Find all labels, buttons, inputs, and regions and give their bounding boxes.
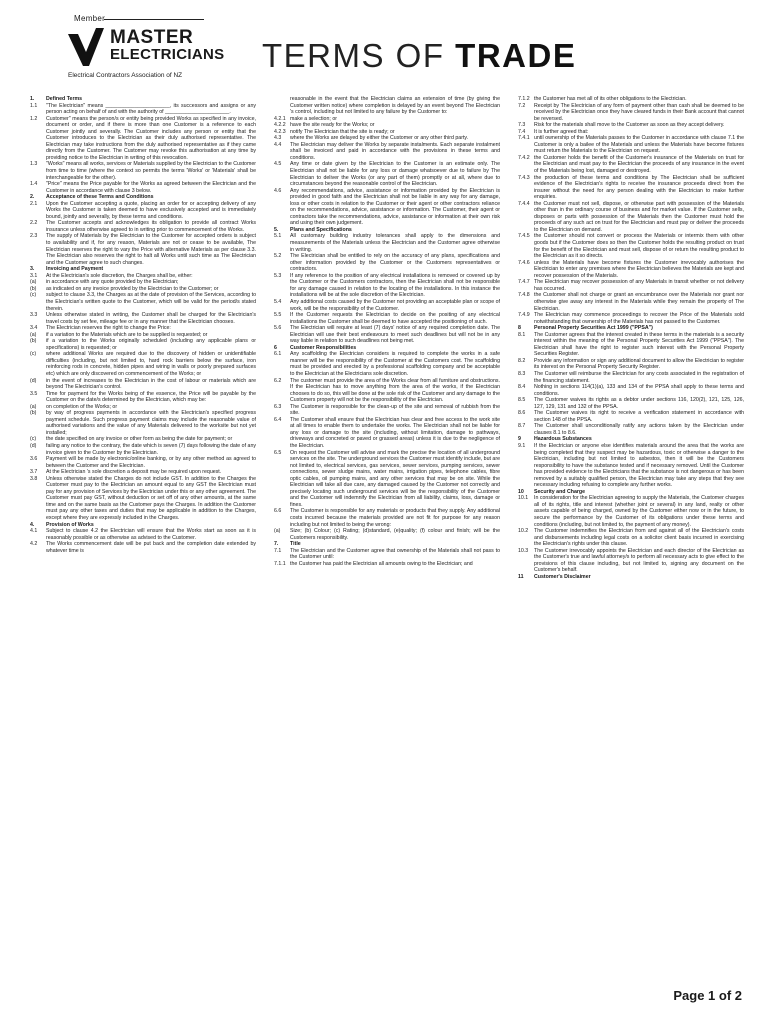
clause-number: (c) [30, 351, 37, 358]
clause [518, 279, 744, 292]
clause-text: have the site ready for the Works; or [290, 122, 375, 129]
clause [274, 233, 500, 253]
clause-number: 1.2 [30, 115, 38, 122]
clause [518, 548, 744, 574]
clause-text: the Customer must not sell, dispose, or otherwise part with possession of the Materials other than in the ordinary course of business and for market value. If the Customer sells, disposes or parts with possession of the Materials then the Customer must hold the proceeds of any such act on trust for the Electrician and must pay or deliver the proceeds to the Electrician on demand. [534, 200, 744, 233]
clause [274, 299, 500, 312]
clause-number: 6.3 [274, 403, 282, 410]
clause-number: 3. [30, 266, 35, 273]
clause-text: Any scaffolding the Electrician considers is required to complete the works in a safe manner will be the responsibility of the Customer at the Customers cost. The scaffolding must be provided and erected by a professional scaffolding company and be acceptable to the Electrician at the Electricians sole discretion. [290, 351, 500, 377]
clause [274, 417, 500, 450]
page-number: Page 1 of 2 [673, 988, 742, 1003]
clause-number: (d) [30, 442, 37, 449]
clause [30, 201, 256, 221]
clause-text: Hazardous Substances [534, 436, 592, 443]
clause-number: 8.5 [518, 397, 526, 404]
clause-text: Size; (b) Colour; (c) Rating; (d)standard, (e)quality; (f) colour and finish; will be the Customers responsibility. [290, 528, 500, 541]
clause-text: Customer Responsibilities [290, 344, 357, 351]
clause-text: where additional Works are required due to the discovery of hidden or unidentifiable difficulties (including, but not limited to, hard rock barriers below the surface, iron reinforcing rods in concrete, hidden pipes and wiring in walls or poorly prepared surfaces etc) which are only discovered on commencement of the Works; or [46, 351, 256, 377]
clause-number: 1. [30, 96, 35, 102]
clause-number: 3.6 [30, 456, 38, 463]
clause-number: 5.3 [274, 272, 282, 279]
clause [518, 528, 744, 548]
clause-number: 11 [518, 573, 524, 580]
clause-number: 4.5 [274, 161, 282, 168]
clause-text: as indicated on any invoice provided by the Electrician to the Customer; or [46, 285, 219, 292]
clause-number: 7.4.6 [518, 259, 530, 266]
clause [274, 253, 500, 273]
clause [274, 325, 500, 345]
clause-text: Personal Property Securities Act 1999 ("PPSA") [534, 325, 653, 332]
clause [274, 561, 500, 568]
clause [30, 233, 256, 266]
clause [30, 378, 256, 391]
clause-text: The Electrician reserves the right to change the Price: [46, 325, 171, 332]
clause-number: (c) [30, 292, 37, 299]
clause-text: on completion of the Works; or [46, 403, 118, 410]
clause [274, 273, 500, 299]
clause-number: 10 [518, 488, 524, 495]
clause-text: by way of progress payments in accordance with the Electrician's specified progress payment schedule. Such progress payment claims may include the reasonable value of authorised variations and the value of any Materials delivered to the worksite but not yet installed; [46, 410, 256, 436]
page-title-bold: TRADE [455, 37, 577, 74]
clause-number: 5. [274, 226, 279, 233]
clause-number: 3.3 [30, 312, 38, 319]
clause-text: the Customer has met all of its other obligations to the Electrician. [534, 96, 687, 102]
clause-text: At the Electrician's sole discretion, the Charges shall be, either: [46, 272, 193, 279]
clause-text: Payment will be made by electronic/online banking, or by any other method as agreed to between the Customer and the Electrician. [46, 456, 256, 469]
clause-number: 8.4 [518, 384, 526, 391]
clause-text: Any recommendations, advice, assistance or information provided by the Electrician is provided in good faith and the Electrician shall not be liable in any way for any damage, loss or other costs in relation to the Customer or their agent or other contractors reliance on the recommendations, advice, assistance or information. The Customer, their agent or contractors take the recommendations, advice, assistance or information at their own risk and using their own judgement. [290, 187, 500, 227]
clause-text: subject to clause 3.3, the Charges as at the date of provision of the Services, according to the Electrician's written quote to the Customer, which will be valid for the period/s stated therein. [46, 292, 256, 312]
clause-number: 3.5 [30, 390, 38, 397]
clause-text: The Electrician may recover possession of any Materials in transit whether or not delivery has occurred. [534, 279, 744, 292]
clause [274, 188, 500, 227]
clause-number: 7.4.9 [518, 312, 530, 319]
clause-number: 2.3 [30, 233, 38, 240]
clause-text: Risk for the materials shall move to the Customer as soon as they accept delivery. [534, 122, 725, 129]
clause-number: 7.4.7 [518, 279, 530, 286]
clause-number: 3.1 [30, 272, 38, 279]
clause [518, 384, 744, 397]
clause-text: The Customer shall unconditionally ratify any actions taken by the Electrician under clauses 8.1 to 8.6. [534, 423, 744, 436]
clause [30, 220, 256, 233]
clause-number: 6.4 [274, 416, 282, 423]
clause-text: The Electrician and the Customer agree that ownership of the Materials shall not pass to the Customer until: [290, 547, 500, 561]
clause-text: The Customer accepts and acknowledges its obligation to provide all contract Works insurance unless otherwise agreed to in writing prior to commencement of the Works. [46, 220, 256, 233]
clause [274, 351, 500, 377]
clause-number: 1.1 [30, 102, 38, 109]
clause-number: 3.8 [30, 475, 38, 482]
clause-text: In consideration for the Electrician agreeing to supply the Materials, the Customer charges all of its rights, title and interest (whether joint or several) in any land, realty or other assets capable of being charged, owned by the Customer either now or in the future, to secure the performance by the Customer of its obligations under these terms and conditions (including, but not limited to, the payment of any money). [534, 495, 744, 528]
clause-text: if a variation to the Works originally scheduled (including any applicable plans or specifications) is requested; or [46, 338, 256, 351]
clause-text: unless the Materials have become fixtures the Customer irrevocably authorises the Electrician to enter any premises where the Electrician believes the Materials are kept and recover possession of the Materials. [534, 259, 744, 279]
clause [30, 443, 256, 456]
clause [30, 410, 256, 436]
clause-number: 6.1 [274, 351, 282, 358]
clause-number: 5.1 [274, 233, 282, 240]
clause-text: The Customer is responsible for the clean-up of the site and removal of rubbish from the site. [290, 403, 500, 417]
clause-text: if a variation to the Materials which are to be supplied is requested; or [46, 331, 208, 338]
clause [30, 116, 256, 162]
clause-text: If the Customer requests the Electrician to decide on the positing of any electrical installations the Customer shall be deemed to have accepted the positioning of such. [290, 312, 500, 325]
logo [66, 14, 225, 86]
clause-number: 4.3 [274, 135, 282, 142]
clause-number [274, 96, 290, 116]
clause-number: (a) [274, 528, 281, 535]
clause-number: 7.4.4 [518, 200, 530, 207]
clause-number: (a) [30, 403, 37, 410]
clause-text: Nothing in sections 114(1)(a), 133 and 134 of the PPSA shall apply to these terms and conditions. [534, 384, 744, 397]
clause-number: 4. [30, 521, 35, 528]
page-title [262, 38, 576, 74]
clause-text: If any reference to the position of any electrical installations is removed or covered up by the Customer or the Customers contractors, then the Electrician shall not be responsible for any damage caused in relation to the locating of the installations. In this instance the installations will be at the sole discretion of the Electrician. [290, 272, 500, 299]
clause-text: The Customer is responsible for any materials or products that they supply. Any additional costs incurred because the materials provided are not fit for purpose for any reason including but not limited to being the wrong: [290, 508, 500, 528]
clause [518, 371, 744, 384]
clause-number: 7.3 [518, 122, 526, 129]
clause-text: "Works" means all works, services or Materials supplied by the Electrician to the Customer from time to time (where the context so permits the terms 'Works' or 'Materials' shall be interchangeable for the other). [46, 161, 256, 181]
clause-number: 10.1 [518, 495, 529, 502]
clause-number: 3.4 [30, 325, 38, 332]
logo-brand-master: MASTER [110, 27, 194, 48]
clause [274, 450, 500, 509]
clause [30, 351, 256, 377]
clause-text: Invoicing and Payment [46, 266, 104, 273]
clause-text: All customary building industry tolerances shall apply to the dimensions and measurements of the Materials unless the Electrician and the Customer agree otherwise in writing. [290, 233, 500, 253]
clause-number: 9 [518, 436, 521, 443]
clause [274, 404, 500, 417]
clause-text: The Customer waives its right to receive a verification statement in accordance with section 148 of the PPSA. [534, 410, 744, 423]
clause-text: Acceptance of these Terms and Conditions [46, 194, 154, 201]
clause [274, 312, 500, 325]
clause-text: the Customer shall not charge or grant an encumbrance over the Materials nor grant nor otherwise give away any interest in the Materials while they remain the property of The Electrician. [534, 292, 744, 312]
clause-text: Customer's Disclaimer [534, 573, 591, 580]
clause-number: (b) [30, 410, 37, 417]
clause [274, 548, 500, 561]
clause-text: The Customer will reimburse the Electrician for any costs associated in the registration of the financing statement. [534, 370, 744, 384]
clause-text: make a selection; or [290, 115, 337, 122]
logo-check-icon [68, 28, 104, 68]
clause-number: 7.4 [518, 128, 526, 135]
clause-text: where the Works are delayed by either the Customer or any other third party. [290, 135, 469, 142]
clause-text: failing any notice to the contrary, the date which is seven (7) days following the date of any invoice given to the Customer by the Electrician. [46, 442, 256, 456]
clause-number: 8.3 [518, 370, 526, 377]
clause [30, 541, 256, 554]
terms-column-1 [30, 96, 256, 976]
clause-text: The Works commencement date will be put back and the completion date extended by whatever time is [46, 541, 256, 554]
clause [30, 456, 256, 469]
clause-number: (b) [30, 338, 37, 345]
clause-text: Defined Terms [46, 96, 83, 102]
clause [518, 397, 744, 410]
clause-number: 6 [274, 344, 277, 351]
clause-text: The Customer irrevocably appoints the Electrician and each director of the Electrician as the Customer's true and lawful attorney/s to perform all necessary acts to give effect to the provisions of this clause including, but not limited to, signing any document on the Customer's behalf. [534, 547, 744, 574]
clause-text: Time for payment for the Works being of the essence, the Price will be payable by the Customer on the date/s determined by the Electrician, which may be: [46, 390, 256, 404]
clause-text: Unless otherwise stated in writing, the Customer shall be charged for the Electrician's travel costs by set fee, mileage fee or in any manner that the Electrician chooses. [46, 312, 256, 325]
clause-text: The Customer shall ensure that the Electrician has clear and free access to the work site at all times to enable them to undertake the works. The Electrician shall not be liable for any loss or damage to the site (including, without limitation, damage to pathways, driveways and concreted or paved or grassed areas) unless it is due to the negligence of the Electrician. [290, 416, 500, 449]
clause [30, 103, 256, 116]
clause-text: notify The Electrician that the site is ready; or [290, 128, 395, 135]
clause-number: 1.3 [30, 161, 38, 168]
clause-text: the Customer holds the benefit of the Customer's insurance of the Materials on trust for the Electrician and must pay to the Electrician the proceeds of any insurance in the event of the Materials being lost, damaged or destroyed. [534, 154, 744, 175]
clause-text: in accordance with any quote provided by the Electrician; [46, 279, 179, 286]
clause-number: (a) [30, 331, 37, 338]
clause-text: Security and Charge [534, 488, 586, 495]
clause [30, 391, 256, 404]
clause-text: Title [290, 541, 301, 548]
clause-text: The Customer waives its rights as a debtor under sections 116, 120(2), 121, 125, 126, 127, 129, 131 and 132 of the PPSA. [534, 397, 744, 410]
clause [518, 312, 744, 325]
clause [274, 142, 500, 162]
clause [518, 260, 744, 280]
clause-number: 7.4.5 [518, 233, 530, 240]
clause [274, 161, 500, 187]
clause [518, 358, 744, 371]
clause-number: 5.2 [274, 253, 282, 260]
clause-number: 7.1.2 [518, 96, 530, 102]
clause-text: Upon the Customer accepting a quote, placing an order for or accepting delivery of any Works the Customer is taken deemed to have exclusively accepted and is immediately bound, jointly and severally, by these terms and conditions. [46, 200, 256, 220]
clause-text: the Customer should not convert or process the Materials or intermix them with other goods but if the Customer does so then the Customer holds the resulting product on trust for the benefit of the Electrician and must sell, dispose of or return the resulting product to the Electrician as it so directs. [534, 233, 744, 260]
clause-number: 1.4 [30, 181, 38, 188]
clause-number: 8.2 [518, 357, 526, 364]
clause-number: 5.5 [274, 312, 282, 319]
clause-text: the date specified on any invoice or other form as being the date for payment; or [46, 436, 233, 443]
clause [518, 410, 744, 423]
clause [274, 528, 500, 541]
clause [30, 528, 256, 541]
clause [518, 233, 744, 259]
clause-text: The Customer agrees that the interest created in these terms in the materials is a security interest within the meaning of the Personal Property Securities Act 1999 ("PPSA"). The Electrician shall have the right to register such interest with the Personal Property Securities Register. [534, 331, 744, 358]
clause-text: Unless otherwise stated the Charges do not include GST. In addition to the Charges the Customer must pay to the Electrician an amount equal to any GST the Electrician must pay for any provision of Services by the Electrician under this or any other agreement. The Customer must pay GST, without deduction or set off of any other amounts, at the same time and on the same basis as the Customer pays the Charges. In addition the Customer must pay any other taxes and duties that may be applicable in addition to the Charges, except where they are expressly included in the Charges. [46, 475, 256, 521]
clause-number: 7.1.1 [274, 560, 286, 567]
clause-number: 4.2 [30, 541, 38, 548]
clause-number: 6.5 [274, 449, 282, 456]
clause-text: the production of these terms and conditions by The Electrician shall be sufficient evidence of the Electrician's rights to receive the insurance proceeds direct from the insurer without the need for any person dealing with the Electrician to make further enquiries. [534, 174, 744, 201]
clause-text: "Price" means the Price payable for the Works as agreed between the Electrician and the Customer in accordance with clause 3 below. [46, 181, 256, 194]
clause-number: 6.2 [274, 377, 282, 384]
clause [30, 181, 256, 194]
clause [30, 161, 256, 181]
clause-number: 4.2.3 [274, 128, 286, 135]
clause-text: Customer" means the person/s or entity being provided Works as specified in any invoice, document or order, and if there is more than one Customer is a reference to each Customer jointly and severally. The Customer includes any person or entity that the Customer introduces to the Electrician as their duly authorised representative. The Electrician may take instructions from the duly authorised representative as if they came directly from the Customer. The Customer may revoke this authorisation at any time by providing notice to the Electrician in writing of this revocation. [46, 115, 256, 161]
clause-number: (a) [30, 279, 37, 286]
member-divider [104, 19, 204, 20]
clause-text: It is further agreed that: [534, 128, 589, 135]
clause [274, 378, 500, 404]
clause-number: 8.7 [518, 423, 526, 430]
clause-text: The Customer indemnifies the Electrician from and against all of the Electrician's costs and disbursements including legal costs on a solicitor client basis incurred in exercising the Electrician's rights under this clause. [534, 528, 744, 548]
clause-number: 7.4.1 [518, 135, 530, 142]
clause-text: Any additional costs caused by the Customer not providing an acceptable plan or scope of work, will be the responsibility of the Customer. [290, 298, 500, 312]
clause-number: 5.4 [274, 298, 282, 305]
clause [30, 292, 256, 312]
clause [518, 292, 744, 312]
clause [518, 495, 744, 528]
clause-text: If the Electrician or anyone else identifies materials around the area that the works are being completed that they suspect may be hazardous, toxic or otherwise a danger to the Electrician, including but not limited to asbestos, then it will be the Customers responsibility to have the substance tested and if necessary removed. Until the Customer has provided evidence to the Electricians that the substance is not dangerous or has been removed by a suitably qualified person, the Electrician may take any steps that they see necessary including refusing to complete any further works. [534, 442, 744, 489]
clause-number: 7.1 [274, 547, 282, 554]
terms-column-2 [274, 96, 500, 976]
clause-text: until ownership of the Materials passes to the Customer in accordance with clause 7.1 the Customer is only a bailee of the Materials and unless the Materials have become fixtures must return the Materials to the Electrician on request. [534, 135, 744, 155]
clause-number: 8.6 [518, 410, 526, 417]
terms-column-3 [518, 96, 744, 976]
clause-number: 8.1 [518, 331, 526, 338]
clause-text: in the event of increases to the Electrician in the cost of labour or materials which are beyond The Electrician's control. [46, 377, 256, 391]
clause-number: 7.2 [518, 102, 526, 109]
page-title-light: TERMS OF [262, 37, 445, 74]
clause-text: The Electrician may deliver the Works by separate instalments. Each separate instalment shall be invoiced and paid in accordance with the provisions in these terms and conditions. [290, 141, 500, 161]
clause [30, 312, 256, 325]
terms-body [30, 96, 744, 976]
clause-text: Provision of Works [46, 521, 94, 528]
clause-text: The Electrician may commence proceedings to recover the Price of the Materials sold notwithstanding that ownership of the Materials has not passed to the Customer. [534, 312, 744, 325]
clause-text: Any time or date given by the Electrician to the Customer is an estimate only. The Electrician shall not be liable for any loss or damage whatsoever due to failure by The Electrician to deliver the Works (or any part of them) promptly or at all, where due to circumstances beyond the reasonable control of the Electrician. [290, 161, 500, 188]
clause-text: Provide any information or sign any additional document to allow the Electrician to register its interest on the Personal Property Security Register. [534, 357, 744, 371]
member-label: Member [74, 14, 106, 23]
clause-number: 2. [30, 194, 35, 201]
clause-number: 2.2 [30, 220, 38, 227]
clause [30, 338, 256, 351]
clause-text: reasonable in the event that the Electrician claims an extension of time (by giving the Customer written notice) where completion is delayed by an event beyond The Electrician 's control, including but not limited to any failure by the Customer to: [290, 96, 500, 116]
clause-number: 4.6 [274, 187, 282, 194]
clause-text: The customer must provide the area of the Works clear from all furniture and obstructions. If the Electrician has to move anything from the area of the works, if the Electrician chooses to do so, this will be done at the sole risk of the Customer and any damage to the Customers property will not be the responsibility of the Electrician. [290, 377, 500, 404]
clause-number: 4.4 [274, 141, 282, 148]
clause-text: At the Electrician 's sole discretion a deposit may be required upon request. [46, 469, 222, 476]
clause-number: 8 [518, 325, 521, 332]
clause [518, 135, 744, 155]
clause-number: (d) [30, 377, 37, 384]
clause-heading [518, 574, 744, 581]
clause-number: 7.4.3 [518, 174, 530, 181]
association-name: Electrical Contractors Association of NZ [68, 72, 183, 79]
clause [518, 155, 744, 175]
logo-brand-electricians: ELECTRICIANS [110, 46, 225, 63]
clause-number: 9.1 [518, 442, 526, 449]
clause [518, 443, 744, 489]
clause [274, 508, 500, 528]
clause-number: 3.7 [30, 469, 38, 476]
clause-text: Subject to clause 4.2 the Electrician will ensure that the Works start as soon as it is reasonably possible or as otherwise as advised to the Customer. [46, 528, 256, 541]
clause-number: 7.4.2 [518, 154, 530, 161]
clause-text: The Electrician shall be entitled to rely on the accuracy of any plans, specifications and other information provided by the Customer or the Customers representatives or contractors. [290, 253, 500, 273]
clause-number: 4.2.2 [274, 122, 286, 129]
clause [518, 332, 744, 358]
clause-number: 7.4.8 [518, 292, 530, 299]
clause [30, 476, 256, 522]
clause [518, 423, 744, 436]
clause [274, 96, 500, 116]
clause-number: (b) [30, 285, 37, 292]
clause-number: (c) [30, 436, 37, 443]
clause-number: 4.1 [30, 528, 38, 535]
clause [518, 201, 744, 234]
clause-number: 10.2 [518, 528, 529, 535]
clause-text: "The Electrician" means ______________________, its successors and assigns or any person acting on behalf of and with the authority of ______________________. [46, 102, 256, 116]
clause-number: 5.6 [274, 325, 282, 332]
clause-number: 2.1 [30, 200, 38, 207]
clause-text: Plans and Specifications [290, 226, 352, 233]
clause-text: the Customer has paid the Electrician all amounts owing to the Electrician; and [290, 560, 473, 567]
clause-number: 6.6 [274, 508, 282, 515]
clause-text: On request the Customer will advise and mark the precise the location of all underground services on the site. The underground services the Customer must identify include, but are not limited to, electrical services, gas services, sewer services, pumping services, sewer connections, sewer sludge mains, water mains, irrigation pipes, telephone cables, fibre optic cables, oil pumping mains, and any other services that may be on site. While the Electrician will take all due care, any damaged caused by the Customer not correctly and precisely locating such underground services will be the responsibility of the Customer and the Customer will indemnify the Electrician from all liability, claims, loss, damage or fines. [290, 449, 500, 508]
clause-number: 10.3 [518, 547, 529, 554]
clause-number: 7. [274, 541, 279, 548]
clause [518, 103, 744, 123]
clause [518, 175, 744, 201]
clause-text: The supply of Materials by the Electrician to the Customer for accepted orders is subject to availability and if, for any reason, Materials are not or cease to be available, The Electrician reserves the right to vary the Price with alternative Materials as per clause 3.3. The Electrician also reserves the right to halt all Works until such time as The Electrician and the Customer agree to such changes. [46, 233, 256, 266]
clause-text: The Electrician will require at least (7) days' notice of any required completion date. The Electrician will use their best endeavours to meet such deadlines but will not be in any way liable in relation to such deadlines not being met. [290, 325, 500, 345]
clause-text: Receipt by The Electrician of any form of payment other than cash shall be deemed to be received by the Electrician once they have cleared funds in their Bank account that cannot be reversed. [534, 102, 744, 122]
clause-number: 4.2.1 [274, 115, 286, 122]
